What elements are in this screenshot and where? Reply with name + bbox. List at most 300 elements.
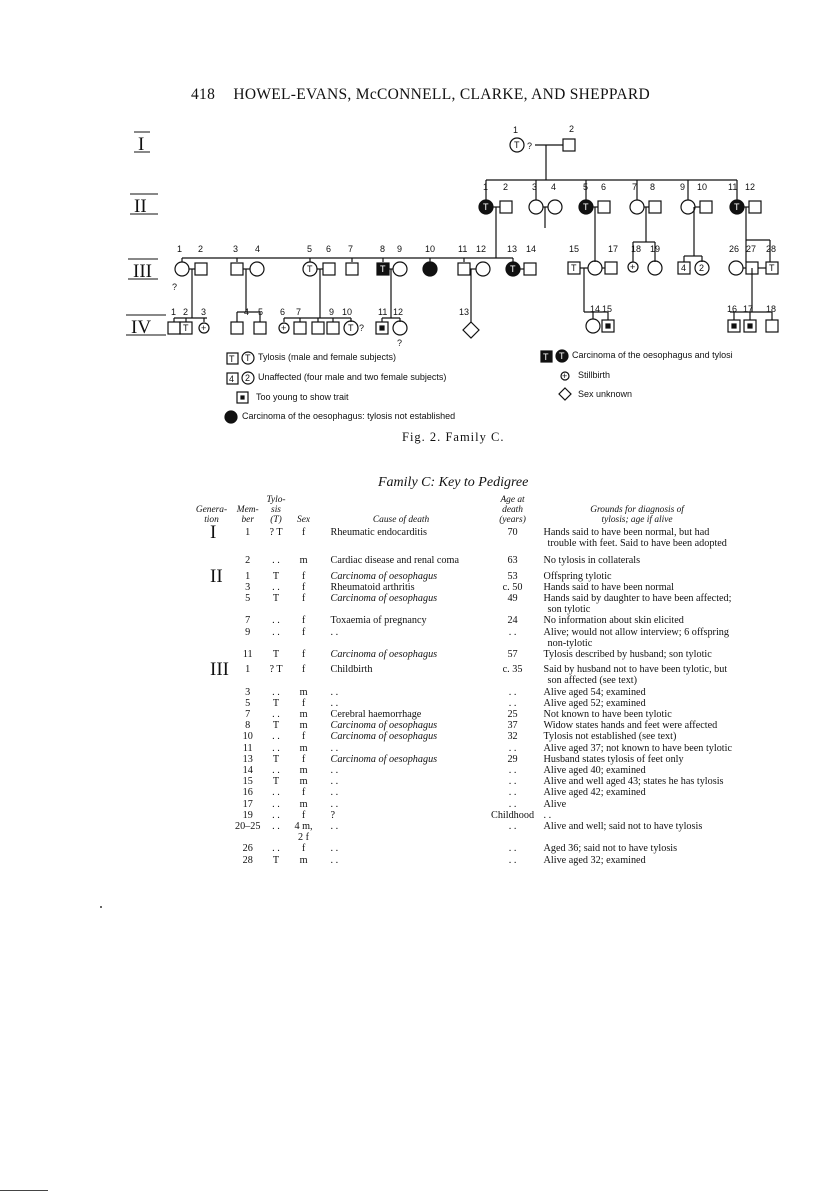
row-tylosis: ? T [269,664,283,676]
row-grounds: Said by husband not to have been tylotic, but son affected (see text) [543,664,728,687]
row-grounds: No information about skin elicited [543,615,684,627]
gen3-6-male [323,263,335,275]
pedigree-diagram [0,0,818,450]
gen3-11-male [458,263,470,275]
generation-label-rules [126,132,166,335]
svg-text:T: T [183,323,189,333]
row-cause: Carcinoma of oesophagus [330,731,438,743]
row-grounds: Hands said to have been normal [543,581,674,593]
gen2-9-female [681,200,695,214]
row-age: . . [508,821,517,833]
row-grounds: Alive; would not allow interview; 6 offspring non-tylotic [543,626,729,649]
gen2-12-male [749,201,761,213]
svg-text:T: T [510,264,516,274]
row-member: 3 [245,686,251,698]
legend-stillbirth-text: Stillbirth [578,370,611,380]
table-row [180,549,733,566]
row-grounds: Alive aged 54; examined [543,686,646,698]
gen4-13-sex-unknown [463,322,479,338]
svg-text:1: 1 [483,182,489,192]
row-member: 15 [242,776,253,788]
svg-text:+: + [630,262,636,272]
table-row [180,855,733,866]
table-body [180,522,733,866]
row-tylosis: . . [272,765,280,777]
row-generation [180,754,232,765]
gen3-4-female [250,262,264,276]
gen3-1-female-tylosis-uncertain [175,262,189,276]
row-sex: m [299,776,308,788]
svg-text:T: T [348,323,354,333]
row-cause: Carcinoma of oesophagus [330,649,438,661]
row-age: . . [508,697,517,709]
svg-text:4: 4 [229,374,235,384]
svg-text:6: 6 [326,244,332,254]
svg-text:18: 18 [766,304,777,314]
gen4-9-male [327,322,339,334]
row-generation [180,698,232,709]
table-row [180,527,733,549]
gen3-9-female [393,262,407,276]
row-tylosis: T [272,649,280,661]
row-tylosis: . . [272,615,280,627]
gen-label-2: II [134,196,147,217]
footer-rule [0,1190,48,1191]
table-row [180,731,733,742]
row-tylosis: . . [272,787,280,799]
generation-2 [479,180,761,258]
row-sex: f [301,731,306,743]
row-sex: f [301,697,306,709]
svg-text:?: ? [359,323,365,333]
svg-text:11: 11 [378,307,388,317]
row-sex: 4 m, 2 f [294,821,313,844]
gen2-6-male [598,201,610,213]
row-cause: . . [330,697,339,709]
col-cause: Cause of death [372,515,430,525]
row-cause: Carcinoma of oesophagus [330,720,438,732]
row-member: 17 [242,798,253,810]
gen-label-3: III [133,261,152,282]
svg-text:27: 27 [746,244,757,254]
row-sex: f [301,649,306,661]
svg-text:9: 9 [397,244,403,254]
row-grounds: Tylosis described by husband; son tylotic [543,649,712,661]
row-age: c. 50 [502,581,523,593]
row-grounds: Alive aged 32; examined [543,854,646,866]
row-sex: f [301,787,306,799]
row-grounds: Alive and well aged 43; states he has tylosis [543,776,724,788]
row-cause: Carcinoma of oesophagus [330,593,438,605]
row-cause: . . [330,742,339,754]
legend-carcinoma-icon [225,411,237,423]
row-age: . . [508,626,517,638]
generation-4 [168,294,778,348]
row-tylosis: . . [272,626,280,638]
row-grounds: Alive [543,798,567,810]
row-sex: f [301,593,306,605]
svg-text:2: 2 [569,124,575,134]
row-age: 32 [507,731,518,743]
svg-text:26: 26 [729,244,740,254]
row-tylosis: T [272,570,280,582]
gen3-19-female [648,261,662,275]
row-member: 11 [242,742,253,754]
row-generation [180,687,232,698]
svg-text:7: 7 [348,244,354,254]
table-row [180,687,733,698]
col-generation: Genera- tion [195,505,228,525]
svg-text:+: + [201,323,207,333]
row-grounds: Widow states hands and feet were affected [543,720,718,732]
legend-carcinoma-text: Carcinoma of the oesophagus: tylosis not established [242,411,456,421]
svg-text:5: 5 [583,182,589,192]
row-grounds: Husband states tylosis of feet only [543,753,684,765]
svg-text:6: 6 [601,182,607,192]
gen3-14-male [524,263,536,275]
row-generation [180,821,232,843]
row-generation: II [210,565,223,587]
legend-tylosis-text: Tylosis (male and female subjects) [258,352,397,362]
col-tylosis: Tylo- sis (T) [266,495,286,525]
table-row [180,799,733,810]
gen3-10-female-carcinoma [423,262,437,276]
svg-text:3: 3 [201,307,207,317]
row-sex: m [299,720,308,732]
row-sex: m [299,854,308,866]
row-grounds: Alive aged 40; examined [543,765,646,777]
row-sex: m [299,709,308,721]
row-member: 5 [245,593,251,605]
row-member: 9 [245,626,251,638]
svg-text:7: 7 [296,307,302,317]
row-generation [180,549,232,566]
row-member: 7 [245,615,251,627]
svg-text:5: 5 [258,307,264,317]
table-row [180,743,733,754]
svg-text:1: 1 [171,307,177,317]
row-sex: f [301,527,306,538]
figure-caption [402,430,504,445]
generation-1 [486,124,737,180]
table-header-row [180,495,733,527]
gen2-3-female [529,200,543,214]
table-row [180,776,733,787]
gen2-4 [548,200,562,214]
svg-text:T: T [769,263,775,273]
page-number: 418 [191,86,216,103]
legend-unaffected-text: Unaffected (four male and two female subjects) [258,372,447,382]
table-row [180,754,733,765]
table-row [180,627,733,649]
table-row [180,843,733,854]
svg-text:3: 3 [233,244,239,254]
row-generation [180,787,232,798]
row-grounds: Not known to have been tylotic [543,709,672,721]
row-cause: Toxaemia of pregnancy [330,615,427,627]
row-age: . . [508,686,517,698]
svg-text:11: 11 [728,182,738,192]
row-grounds: Hands said by daughter to have been affected; son tylotic [543,593,732,616]
row-member: 11 [242,649,253,661]
row-tylosis: . . [272,809,280,821]
svg-text:?: ? [172,282,178,292]
row-grounds: Alive aged 42; examined [543,787,646,799]
row-sex: m [299,765,308,777]
svg-text:14: 14 [590,304,601,314]
row-sex: f [301,753,306,765]
row-sex: f [301,809,306,821]
row-cause: . . [330,776,339,788]
svg-text:12: 12 [476,244,487,254]
row-generation [180,615,232,626]
row-generation [180,799,232,810]
legend-sex-unknown-text: Sex unknown [578,389,633,399]
row-generation [180,593,232,615]
row-generation [180,810,232,821]
row-tylosis: . . [272,709,280,721]
row-member: 5 [245,697,251,709]
gen2-7-female [630,200,644,214]
table-row [180,810,733,821]
row-sex: m [299,686,308,698]
row-tylosis: . . [272,821,280,833]
row-age: . . [508,776,517,788]
row-sex: m [299,798,308,810]
row-tylosis: . . [272,686,280,698]
row-member: 3 [245,581,251,593]
svg-text:1: 1 [513,125,519,135]
row-sex: f [301,843,306,855]
row-cause: Rheumatic endocarditis [330,527,428,538]
svg-text:2: 2 [183,307,189,317]
row-generation [180,776,232,787]
author-line: HOWEL-EVANS, McCONNELL, CLARKE, AND SHEPPARD [233,86,650,103]
svg-text:16: 16 [727,304,738,314]
row-tylosis: . . [272,555,280,567]
svg-text:6: 6 [280,307,286,317]
svg-text:4: 4 [244,307,250,317]
row-member: 20–25 [234,821,261,833]
row-member: 7 [245,709,251,721]
gen3-16-female [588,261,602,275]
svg-text:13: 13 [459,307,470,317]
svg-text:+: + [281,323,287,333]
row-age: 70 [507,527,518,538]
gen4-14-female [586,319,600,333]
row-generation [180,709,232,720]
row-grounds: Hands said to have been normal, but had trouble with feet. Said to have been adopted [543,527,727,550]
row-generation [180,720,232,731]
svg-text:19: 19 [650,244,661,254]
row-cause: . . [330,787,339,799]
svg-text:T: T [734,202,740,212]
table-row [180,660,733,686]
gen-label-4: IV [131,317,152,338]
legend-too-young-text: Too young to show trait [256,392,349,402]
gen4-8-male [312,322,324,334]
table-row [180,821,733,843]
gen4-4-male [231,322,243,334]
table-row [180,709,733,720]
svg-text:17: 17 [608,244,619,254]
gen2-8-male [649,201,661,213]
row-grounds: . . [543,809,552,821]
row-cause: . . [330,765,339,777]
svg-text:7: 7 [632,182,638,192]
row-tylosis: . . [272,843,280,855]
row-member: 26 [242,843,253,855]
table-row [180,615,733,626]
row-cause: Cerebral haemorrhage [330,709,422,721]
row-age: 57 [507,649,518,661]
gen4-12-female [393,321,407,335]
svg-text:4: 4 [551,182,557,192]
row-sex: f [301,615,306,627]
row-cause: . . [330,843,339,855]
row-age: 24 [507,615,518,627]
svg-text:2: 2 [503,182,509,192]
svg-text:12: 12 [393,307,404,317]
row-tylosis: ? T [269,527,283,538]
table-row [180,582,733,593]
row-age: c. 35 [502,664,523,676]
svg-text:17: 17 [743,304,754,314]
svg-text:4: 4 [681,263,687,273]
svg-text:3: 3 [532,182,538,192]
key-title: Family C: Key to Pedigree [378,475,529,490]
svg-text:15: 15 [569,244,580,254]
row-grounds: Alive aged 37; not known to have been tylotic [543,742,732,754]
row-cause: . . [330,686,339,698]
row-generation [180,731,232,742]
row-cause: . . [330,626,339,638]
table-row [180,787,733,798]
row-age: . . [508,843,517,855]
gen4-1-male [168,322,180,334]
row-member: 16 [242,787,253,799]
svg-text:T: T [543,352,549,362]
row-grounds: Alive aged 52; examined [543,697,646,709]
row-age: 25 [507,709,518,721]
svg-text:T: T [245,353,251,363]
row-generation [180,627,232,649]
svg-text:T: T [380,264,386,274]
row-age: 37 [507,720,518,732]
row-cause: ? [330,809,336,821]
col-member: Mem- ber [236,505,259,525]
svg-text:12: 12 [745,182,756,192]
row-member: 8 [245,720,251,732]
svg-text:28: 28 [766,244,777,254]
col-age: Age at death (years) [499,495,526,525]
gen4-5-male [254,322,266,334]
generation-labels [131,134,152,338]
svg-text:T: T [229,354,235,364]
figure-number: Fig. 2. [402,430,442,444]
svg-text:T: T [583,202,589,212]
svg-text:4: 4 [255,244,261,254]
row-tylosis: . . [272,581,280,593]
row-age: 49 [507,593,518,605]
gen3-2-male [195,263,207,275]
row-age: . . [508,854,517,866]
svg-text:10: 10 [425,244,436,254]
row-sex: f [301,664,306,676]
svg-text:?: ? [397,338,403,348]
row-cause: Childbirth [330,664,373,676]
figure-family: Family C. [445,430,505,444]
speck [100,906,102,908]
row-age: Childhood [491,809,535,821]
row-generation: III [210,659,229,681]
svg-text:?: ? [527,141,533,151]
row-grounds: Alive and well; said not to have tylosis [543,821,703,833]
pedigree-key-table [180,495,733,866]
svg-text:11: 11 [458,244,468,254]
svg-text:9: 9 [329,307,335,317]
row-cause: . . [330,821,339,833]
svg-text:18: 18 [631,244,642,254]
row-member: 13 [242,753,253,765]
gen3-7-male [346,263,358,275]
gen3-26-female [729,261,743,275]
row-member: 1 [245,664,251,676]
svg-text:15: 15 [602,304,613,314]
svg-text:2: 2 [245,373,251,383]
legend-sex-unknown-icon [559,388,571,400]
row-member: 2 [245,555,251,567]
row-member: 14 [242,765,253,777]
row-sex: m [299,555,308,567]
svg-text:2: 2 [198,244,204,254]
svg-text:14: 14 [526,244,537,254]
svg-text:8: 8 [380,244,386,254]
table-row [180,649,733,660]
row-generation [180,743,232,754]
row-tylosis: T [272,720,280,732]
table-row [180,567,733,582]
row-age: 63 [507,555,518,567]
row-cause: Rheumatoid arthritis [330,581,415,593]
svg-text:9: 9 [680,182,686,192]
row-tylosis: . . [272,731,280,743]
svg-text:2: 2 [699,263,705,273]
svg-text:T: T [307,264,313,274]
gen3-3-male [231,263,243,275]
row-tylosis: . . [272,798,280,810]
table-row [180,593,733,615]
table-row [180,720,733,731]
table-row [180,698,733,709]
row-cause: Carcinoma of oesophagus [330,570,438,582]
row-tylosis: T [272,854,280,866]
gen2-10-male [700,201,712,213]
row-tylosis: . . [272,742,280,754]
row-grounds: Aged 36; said not to have tylosis [543,843,678,855]
row-tylosis: T [272,753,280,765]
svg-text:T: T [559,351,565,361]
row-grounds: No tylosis in collaterals [543,555,641,567]
svg-text:5: 5 [307,244,313,254]
svg-text:1: 1 [177,244,183,254]
row-member: 10 [242,731,253,743]
gen3-17-male [605,262,617,274]
row-member: 1 [245,570,251,582]
svg-text:8: 8 [650,182,656,192]
gen2-2-male [500,201,512,213]
row-grounds: Tylosis not established (see text) [543,731,677,743]
